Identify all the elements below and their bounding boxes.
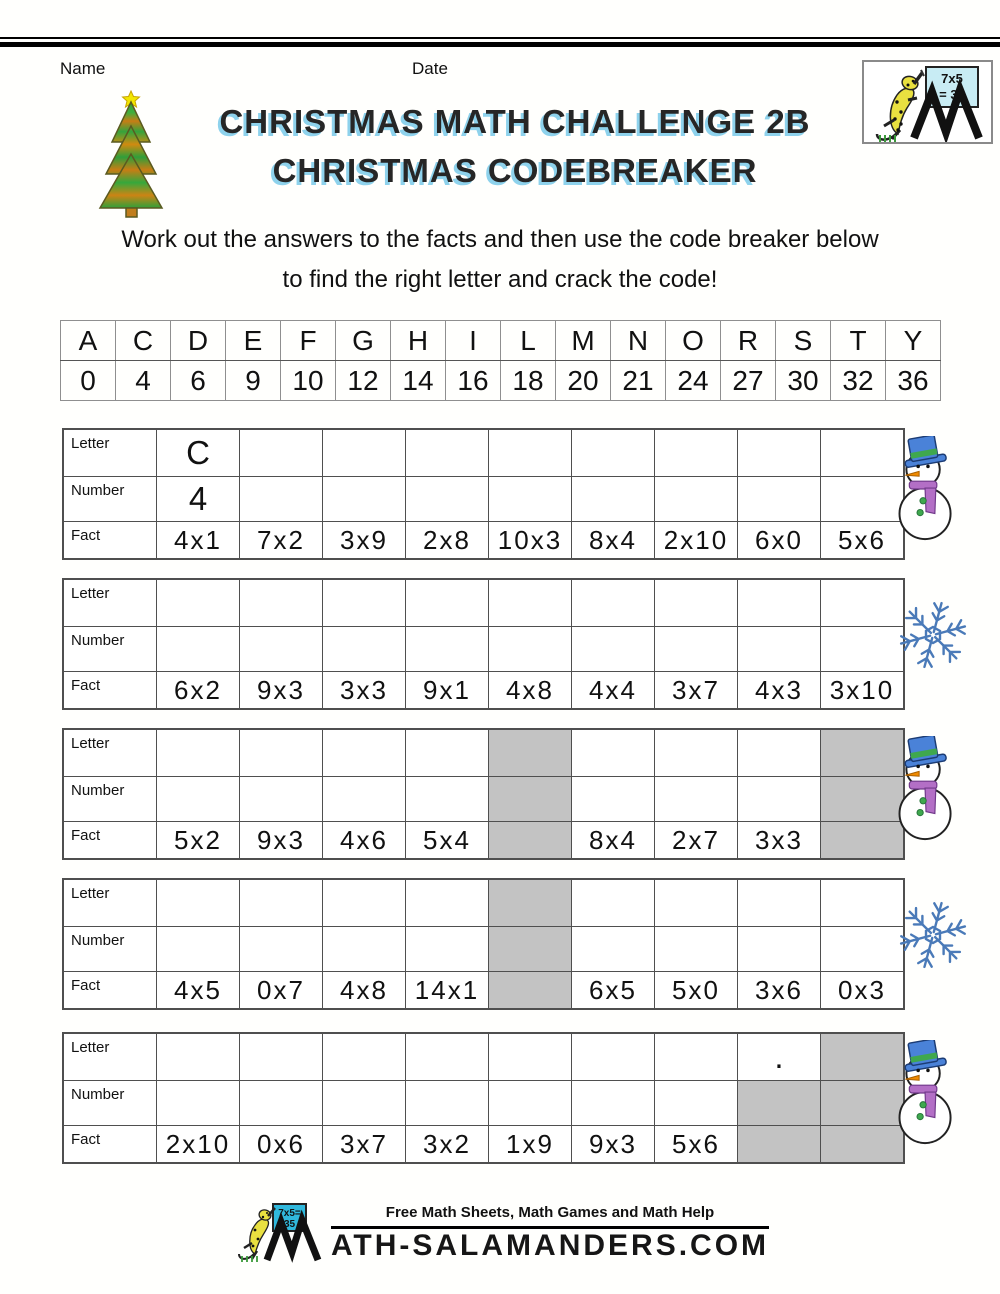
number-cell bbox=[240, 477, 323, 522]
fact-row-label: Fact bbox=[63, 972, 157, 1010]
number-cell bbox=[489, 1081, 572, 1126]
number-cell bbox=[572, 627, 655, 672]
number-cell bbox=[655, 477, 738, 522]
number-row bbox=[63, 927, 904, 972]
fact-cell: 0x6 bbox=[240, 1126, 323, 1164]
letter-cell bbox=[572, 729, 655, 777]
number-cell bbox=[821, 927, 905, 972]
letter-cell bbox=[240, 879, 323, 927]
fact-row-label: Fact bbox=[63, 522, 157, 560]
letter-cell bbox=[738, 579, 821, 627]
footer-site-name: ATH-SALAMANDERS.COM bbox=[330, 1229, 770, 1262]
code-letter-cell: S bbox=[776, 321, 831, 361]
code-numbers-row bbox=[61, 361, 941, 401]
fact-row bbox=[63, 672, 904, 710]
letter-cell bbox=[821, 879, 905, 927]
letter-cell bbox=[240, 579, 323, 627]
letter-cell bbox=[655, 1033, 738, 1081]
letter-cell: . bbox=[738, 1033, 821, 1081]
number-cell bbox=[323, 477, 406, 522]
number-cell bbox=[821, 627, 905, 672]
fact-cell: 3x7 bbox=[323, 1126, 406, 1164]
letter-cell bbox=[655, 729, 738, 777]
code-number-cell: 21 bbox=[611, 361, 666, 401]
number-cell bbox=[406, 627, 489, 672]
letter-cell: C bbox=[157, 429, 240, 477]
number-cell bbox=[489, 927, 572, 972]
fact-cell: 3x6 bbox=[738, 972, 821, 1010]
fact-cell: 3x3 bbox=[323, 672, 406, 710]
code-letter-cell: R bbox=[721, 321, 776, 361]
number-cell bbox=[655, 627, 738, 672]
number-cell bbox=[572, 1081, 655, 1126]
letter-cell bbox=[821, 579, 905, 627]
fact-cell: 4x3 bbox=[738, 672, 821, 710]
snowflake-icon bbox=[896, 898, 970, 972]
letter-cell bbox=[572, 879, 655, 927]
number-cell bbox=[323, 777, 406, 822]
logo-board-answer: = 35 bbox=[939, 87, 965, 102]
code-number-cell: 0 bbox=[61, 361, 116, 401]
puzzle-1 bbox=[62, 428, 1000, 558]
fact-cell: 3x2 bbox=[406, 1126, 489, 1164]
puzzle-5 bbox=[62, 1032, 1000, 1162]
code-letter-cell: F bbox=[281, 321, 336, 361]
letter-cell bbox=[323, 1033, 406, 1081]
fact-cell: 4x8 bbox=[489, 672, 572, 710]
fact-cell: 0x3 bbox=[821, 972, 905, 1010]
letter-cell bbox=[240, 1033, 323, 1081]
letter-cell bbox=[489, 579, 572, 627]
number-cell bbox=[240, 927, 323, 972]
code-number-cell: 36 bbox=[886, 361, 941, 401]
number-cell bbox=[489, 627, 572, 672]
fact-cell: 5x6 bbox=[821, 522, 905, 560]
code-number-cell: 20 bbox=[556, 361, 611, 401]
letter-cell bbox=[655, 879, 738, 927]
fact-cell: 1x9 bbox=[489, 1126, 572, 1164]
number-row-label: Number bbox=[63, 477, 157, 522]
number-cell bbox=[655, 777, 738, 822]
code-number-cell: 14 bbox=[391, 361, 446, 401]
letter-row-label: Letter bbox=[63, 879, 157, 927]
number-row bbox=[63, 477, 904, 522]
code-letter-cell: H bbox=[391, 321, 446, 361]
letter-cell bbox=[821, 429, 905, 477]
fact-cell bbox=[489, 822, 572, 860]
letter-cell bbox=[489, 729, 572, 777]
number-cell bbox=[738, 777, 821, 822]
fact-cell: 9x3 bbox=[572, 1126, 655, 1164]
number-row-label: Number bbox=[63, 627, 157, 672]
code-letter-cell: Y bbox=[886, 321, 941, 361]
number-cell bbox=[323, 1081, 406, 1126]
code-number-cell: 6 bbox=[171, 361, 226, 401]
letter-cell bbox=[489, 1033, 572, 1081]
code-number-cell: 32 bbox=[831, 361, 886, 401]
fact-cell: 4x4 bbox=[572, 672, 655, 710]
fact-row bbox=[63, 972, 904, 1010]
logo-board-fact: 7x5 bbox=[941, 71, 963, 86]
number-row-label: Number bbox=[63, 1081, 157, 1126]
letter-cell bbox=[821, 1033, 905, 1081]
letter-cell bbox=[323, 879, 406, 927]
math-salamanders-logo bbox=[862, 60, 993, 144]
number-cell bbox=[240, 777, 323, 822]
fact-row bbox=[63, 822, 904, 860]
fact-cell: 2x8 bbox=[406, 522, 489, 560]
fact-cell: 2x10 bbox=[655, 522, 738, 560]
number-cell bbox=[489, 777, 572, 822]
letter-cell bbox=[406, 729, 489, 777]
snowman-icon bbox=[896, 436, 958, 544]
code-number-cell: 27 bbox=[721, 361, 776, 401]
fact-cell: 8x4 bbox=[572, 522, 655, 560]
number-cell bbox=[406, 477, 489, 522]
code-number-cell: 12 bbox=[336, 361, 391, 401]
letter-row-label: Letter bbox=[63, 429, 157, 477]
footer-salamander-logo-icon bbox=[231, 1202, 329, 1264]
code-letter-cell: O bbox=[666, 321, 721, 361]
code-number-cell: 18 bbox=[501, 361, 556, 401]
fact-cell: 5x0 bbox=[655, 972, 738, 1010]
letter-row-label: Letter bbox=[63, 1033, 157, 1081]
number-row-label: Number bbox=[63, 777, 157, 822]
snowman-icon bbox=[896, 736, 958, 844]
code-number-cell: 4 bbox=[116, 361, 171, 401]
fact-cell: 7x2 bbox=[240, 522, 323, 560]
fact-cell: 5x4 bbox=[406, 822, 489, 860]
number-cell bbox=[323, 927, 406, 972]
fact-row bbox=[63, 1126, 904, 1164]
fact-cell: 9x3 bbox=[240, 672, 323, 710]
code-letter-cell: C bbox=[116, 321, 171, 361]
number-cell bbox=[572, 477, 655, 522]
letter-cell bbox=[406, 579, 489, 627]
code-number-cell: 10 bbox=[281, 361, 336, 401]
number-cell bbox=[572, 777, 655, 822]
snowman-icon bbox=[896, 1040, 958, 1148]
number-cell bbox=[240, 627, 323, 672]
fact-cell bbox=[489, 972, 572, 1010]
letter-cell bbox=[572, 579, 655, 627]
letter-cell bbox=[489, 429, 572, 477]
code-number-cell: 24 bbox=[666, 361, 721, 401]
letter-cell bbox=[572, 429, 655, 477]
fact-row bbox=[63, 522, 904, 560]
number-cell bbox=[157, 927, 240, 972]
fact-cell: 10x3 bbox=[489, 522, 572, 560]
salamander-logo-icon bbox=[864, 62, 991, 142]
fact-cell: 0x7 bbox=[240, 972, 323, 1010]
fact-cell: 2x10 bbox=[157, 1126, 240, 1164]
number-row-label: Number bbox=[63, 927, 157, 972]
code-letter-cell: N bbox=[611, 321, 666, 361]
letter-cell bbox=[157, 879, 240, 927]
letter-cell bbox=[406, 1033, 489, 1081]
letter-row-label: Letter bbox=[63, 579, 157, 627]
top-border-rule bbox=[0, 37, 1000, 47]
fact-cell: 14x1 bbox=[406, 972, 489, 1010]
footer-tagline: Free Math Sheets, Math Games and Math Help bbox=[385, 1204, 715, 1221]
number-row bbox=[63, 627, 904, 672]
instructions-line2: to find the right letter and crack the code! bbox=[282, 266, 718, 293]
fact-cell: 4x5 bbox=[157, 972, 240, 1010]
number-cell bbox=[738, 1081, 821, 1126]
letter-cell bbox=[323, 579, 406, 627]
number-cell bbox=[572, 927, 655, 972]
letter-cell bbox=[738, 729, 821, 777]
fact-cell bbox=[821, 822, 905, 860]
letter-cell bbox=[323, 429, 406, 477]
letter-cell bbox=[157, 729, 240, 777]
fact-cell: 4x6 bbox=[323, 822, 406, 860]
code-letter-cell: T bbox=[831, 321, 886, 361]
letter-row-label: Letter bbox=[63, 729, 157, 777]
fact-cell: 6x2 bbox=[157, 672, 240, 710]
puzzle-4 bbox=[62, 878, 1000, 1008]
fact-cell: 9x3 bbox=[240, 822, 323, 860]
footer-board-fact: 7x5= bbox=[278, 1208, 301, 1219]
fact-cell: 3x9 bbox=[323, 522, 406, 560]
letter-cell bbox=[157, 579, 240, 627]
letter-cell bbox=[572, 1033, 655, 1081]
answer-table bbox=[62, 1032, 905, 1164]
fact-cell bbox=[821, 1126, 905, 1164]
fact-cell: 3x3 bbox=[738, 822, 821, 860]
answer-table bbox=[62, 428, 905, 560]
footer-board-answer: 35 bbox=[283, 1219, 296, 1230]
code-letter-cell: E bbox=[226, 321, 281, 361]
fact-cell: 9x1 bbox=[406, 672, 489, 710]
code-number-cell: 9 bbox=[226, 361, 281, 401]
number-cell bbox=[738, 627, 821, 672]
code-number-cell: 30 bbox=[776, 361, 831, 401]
codebreaker-table bbox=[60, 320, 941, 401]
instructions-line1: Work out the answers to the facts and then use the code breaker below bbox=[121, 226, 879, 253]
code-letter-cell: I bbox=[446, 321, 501, 361]
letter-row bbox=[63, 879, 904, 927]
number-cell bbox=[240, 1081, 323, 1126]
letter-cell bbox=[157, 1033, 240, 1081]
number-cell bbox=[157, 627, 240, 672]
letter-row bbox=[63, 579, 904, 627]
fact-cell: 8x4 bbox=[572, 822, 655, 860]
code-number-cell: 16 bbox=[446, 361, 501, 401]
fact-cell: 2x7 bbox=[655, 822, 738, 860]
number-cell bbox=[821, 777, 905, 822]
name-label: Name bbox=[60, 59, 106, 78]
number-cell bbox=[738, 927, 821, 972]
number-cell bbox=[738, 477, 821, 522]
number-cell bbox=[157, 777, 240, 822]
letter-row bbox=[63, 1033, 904, 1081]
letter-cell bbox=[738, 429, 821, 477]
letter-cell bbox=[406, 879, 489, 927]
number-cell bbox=[406, 1081, 489, 1126]
fact-row-label: Fact bbox=[63, 1126, 157, 1164]
letter-row bbox=[63, 729, 904, 777]
snowflake-icon bbox=[896, 598, 970, 672]
footer bbox=[0, 1198, 1000, 1264]
letter-cell bbox=[406, 429, 489, 477]
fact-cell bbox=[738, 1126, 821, 1164]
letter-cell bbox=[655, 579, 738, 627]
number-cell bbox=[821, 1081, 905, 1126]
page-subtitle: CHRISTMAS CODEBREAKER bbox=[272, 152, 758, 189]
page-title: CHRISTMAS MATH CHALLENGE 2B bbox=[219, 103, 811, 140]
letter-cell bbox=[821, 729, 905, 777]
puzzle-2 bbox=[62, 578, 1000, 708]
number-cell bbox=[406, 777, 489, 822]
number-cell bbox=[323, 627, 406, 672]
number-cell bbox=[655, 927, 738, 972]
letter-cell bbox=[240, 729, 323, 777]
number-cell bbox=[489, 477, 572, 522]
puzzle-3 bbox=[62, 728, 1000, 858]
fact-cell: 6x0 bbox=[738, 522, 821, 560]
number-row bbox=[63, 777, 904, 822]
letter-cell bbox=[489, 879, 572, 927]
code-letter-cell: G bbox=[336, 321, 391, 361]
fact-cell: 4x8 bbox=[323, 972, 406, 1010]
answer-table bbox=[62, 578, 905, 710]
letter-cell bbox=[738, 879, 821, 927]
fact-row-label: Fact bbox=[63, 822, 157, 860]
letter-cell bbox=[655, 429, 738, 477]
answer-table bbox=[62, 728, 905, 860]
fact-cell: 5x6 bbox=[655, 1126, 738, 1164]
letter-cell bbox=[240, 429, 323, 477]
number-cell bbox=[821, 477, 905, 522]
date-label: Date bbox=[412, 59, 448, 78]
fact-cell: 3x10 bbox=[821, 672, 905, 710]
letter-row bbox=[63, 429, 904, 477]
code-letter-cell: L bbox=[501, 321, 556, 361]
number-cell bbox=[157, 1081, 240, 1126]
number-cell: 4 bbox=[157, 477, 240, 522]
letter-cell bbox=[323, 729, 406, 777]
code-letter-cell: D bbox=[171, 321, 226, 361]
code-letter-cell: A bbox=[61, 321, 116, 361]
fact-row-label: Fact bbox=[63, 672, 157, 710]
code-letter-cell: M bbox=[556, 321, 611, 361]
code-letters-row bbox=[61, 321, 941, 361]
fact-cell: 3x7 bbox=[655, 672, 738, 710]
number-cell bbox=[655, 1081, 738, 1126]
number-row bbox=[63, 1081, 904, 1126]
number-cell bbox=[406, 927, 489, 972]
answer-table bbox=[62, 878, 905, 1010]
fact-cell: 6x5 bbox=[572, 972, 655, 1010]
fact-cell: 4x1 bbox=[157, 522, 240, 560]
fact-cell: 5x2 bbox=[157, 822, 240, 860]
